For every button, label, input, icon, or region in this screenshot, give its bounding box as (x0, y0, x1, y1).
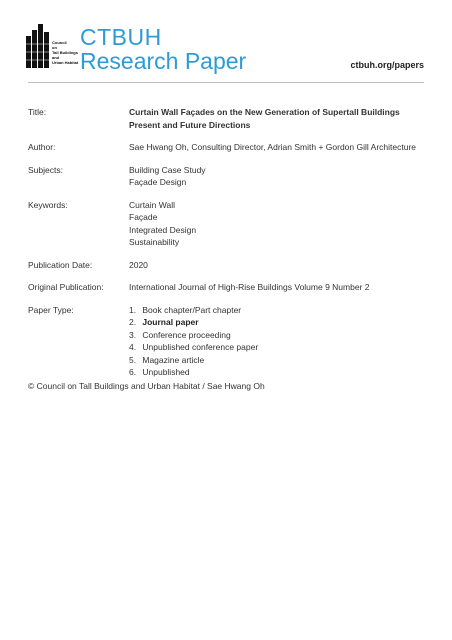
original-value: International Journal of High-Rise Buildings Volume 9 Number 2 (129, 282, 370, 292)
paper-type-number: 2. (129, 317, 137, 327)
paper-type-item (129, 341, 428, 354)
original-label: Original Publication: (28, 282, 104, 292)
paper-type-number: 3. (129, 329, 137, 340)
logo-line: Urban Habitat (52, 60, 79, 65)
keyword-item: Curtain Wall (129, 199, 175, 210)
header-divider (28, 82, 424, 83)
paper-type-text: Journal paper (142, 317, 199, 327)
page-header (0, 0, 452, 84)
keyword-item: Sustainability (129, 237, 180, 247)
type-label: Paper Type: (28, 304, 74, 315)
logo-line: and (52, 55, 60, 60)
subjects-row (28, 164, 428, 189)
paper-type-number: 5. (129, 354, 137, 365)
logo-line: Tall Buildings (52, 50, 78, 55)
paper-type-text: Unpublished conference paper (142, 342, 259, 352)
title-row (28, 106, 428, 131)
paper-type-text: Book chapter/Part chapter (142, 304, 242, 315)
papers-link[interactable]: ctbuh.org/papers (350, 60, 424, 70)
keyword-item: Façade (129, 212, 158, 222)
paper-type-number: 1. (129, 304, 137, 315)
keywords-row (28, 199, 428, 249)
paper-type-number: 4. (129, 342, 137, 352)
author-row (28, 141, 428, 154)
pubdate-label: Publication Date: (28, 259, 93, 270)
title-value (129, 106, 428, 131)
pubdate-value: 2020 (129, 259, 148, 270)
subject-item: Building Case Study (129, 164, 206, 175)
brand-subtitle: Research Paper (80, 48, 247, 74)
title-label: Title: (28, 107, 47, 117)
subjects-label: Subjects: (28, 164, 63, 175)
paper-type-list (129, 304, 428, 379)
original-row (28, 281, 428, 294)
title-line: Present and Future Directions (129, 119, 251, 130)
logo-line: Council (52, 40, 67, 45)
pubdate-row (28, 259, 428, 272)
type-value (129, 304, 428, 379)
subject-item: Façade Design (129, 177, 187, 187)
keywords-value (129, 199, 428, 249)
paper-type-item (129, 329, 428, 342)
paper-type-text: Unpublished (142, 367, 190, 377)
paper-type-number: 6. (129, 367, 137, 377)
paper-type-text: Magazine article (142, 354, 205, 365)
title-line: Curtain Wall Façades on the New Generation of Supertall Buildings (129, 107, 400, 117)
logo-line: on (52, 45, 57, 50)
ctbuh-logo-icon (26, 22, 50, 68)
keyword-item: Integrated Design (129, 224, 197, 235)
paper-type-item (129, 354, 428, 367)
paper-metadata (28, 106, 428, 379)
copyright-notice: © Council on Tall Buildings and Urban Habitat / Sae Hwang Oh (28, 381, 265, 391)
subjects-value (129, 164, 428, 189)
paper-type-item (129, 316, 428, 329)
paper-type-item (129, 304, 428, 317)
type-row (28, 304, 428, 379)
paper-type-text: Conference proceeding (142, 329, 231, 340)
brand-name: CTBUH (80, 24, 162, 50)
paper-type-item (129, 366, 428, 379)
keywords-label: Keywords: (28, 199, 68, 210)
author-label: Author: (28, 142, 56, 152)
brand (80, 26, 246, 73)
author-value: Sae Hwang Oh, Consulting Director, Adrian Smith + Gordon Gill Architecture (129, 142, 417, 152)
